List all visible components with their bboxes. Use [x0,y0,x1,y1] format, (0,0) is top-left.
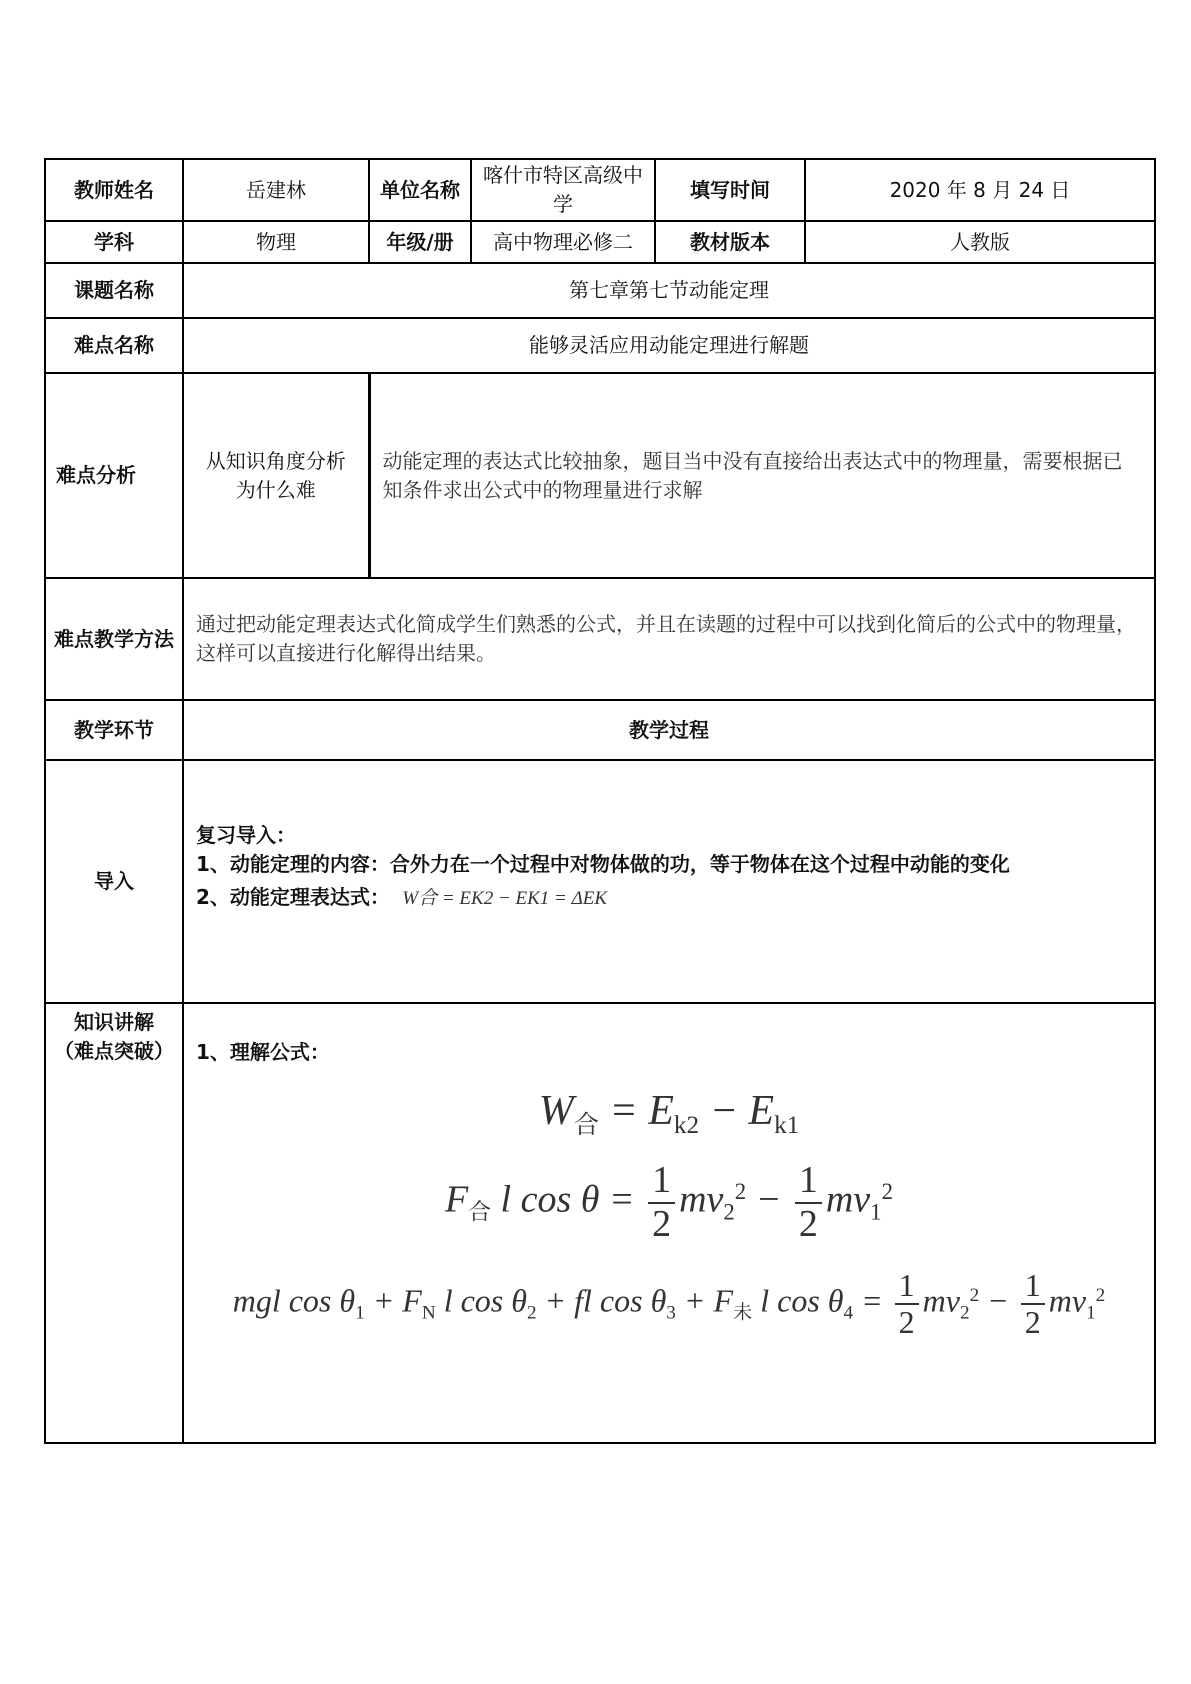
formula-net-force: $F_合$ l cos θ = $\frac{1}{2}$ $mv_2^2$ − $\frac{1}{2}$ $mv_1^2$ [445,1159,893,1246]
analysis-label: 难点分析 [45,373,183,578]
process-section-title: 教学过程 [183,700,1155,760]
analysis-sub-label: 从知识角度分析为什么难 [183,373,369,578]
topic-label: 课题名称 [45,263,183,318]
knowledge-item-1: 1、理解公式： [196,1040,330,1064]
unit-name-label: 单位名称 [369,159,471,221]
method-text: 通过把动能定理表达式化简成学生们熟悉的公式，并且在读题的过程中可以找到化简后的公式中的物理量，这样可以直接进行化解得出结果。 [196,612,1136,665]
subject-value: 物理 [183,221,369,263]
knowledge-label-line-1: 知识讲解 [74,1010,154,1034]
knowledge-formulas [184,1081,1154,1340]
grade-label: 年级/册 [369,221,471,263]
process-section-label: 教学环节 [45,700,183,760]
topic-value: 第七章第七节动能定理 [183,263,1155,318]
formula-work-energy: $W_合 = E_{k2} - E_{k1}$ [538,1088,800,1139]
lesson-plan-table [44,158,1156,1444]
fill-date-value: 2020 年 8 月 24 日 [805,159,1155,221]
knowledge-label-line-2: （难点突破） [54,1039,174,1063]
teacher-name-value: 岳建林 [183,159,369,221]
teacher-name-label: 教师姓名 [45,159,183,221]
fill-date-label: 填写时间 [655,159,805,221]
difficulty-value: 能够灵活应用动能定理进行解题 [183,318,1155,373]
subject-label: 学科 [45,221,183,263]
intro-title: 复习导入： [196,823,296,847]
formula-expanded: mgl $\cos \theta_1 + F_N$ l $\cos \theta_2$ + fl $\cos \theta_3 + F_未$ l $\cos \theta_4$ = $\frac{1}{2}$ $mv_2^2$ − $\frac{1}{2}$ $mv_1^2$ [232,1266,1106,1341]
intro-line-2: 2、动能定理表达式： [196,885,390,909]
difficulty-label: 难点名称 [45,318,183,373]
edition-value: 人教版 [805,221,1155,263]
intro-line-1: 1、动能定理的内容：合外力在一个过程中对物体做的功，等于物体在这个过程中动能的变化 [196,852,1010,876]
edition-label: 教材版本 [655,221,805,263]
grade-value: 高中物理必修二 [471,221,655,263]
intro-formula: W合 = EK2 − EK1 = ΔEK [402,888,608,909]
analysis-text: 动能定理的表达式比较抽象，题目当中没有直接给出表达式中的物理量，需要根据已知条件求出公式中的物理量进行求解 [382,448,1123,502]
unit-name-value: 喀什市特区高级中学 [471,159,655,221]
method-label: 难点教学方法 [45,578,183,700]
intro-label: 导入 [45,760,183,1003]
